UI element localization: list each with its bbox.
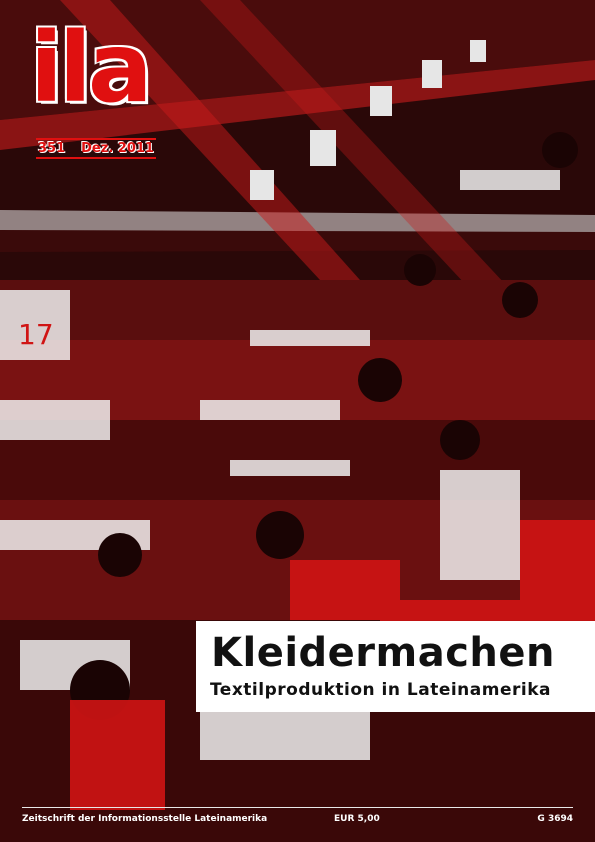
magazine-logo: ila xyxy=(30,12,149,124)
issue-info xyxy=(36,138,156,159)
station-number-label: 17 xyxy=(18,318,54,351)
footer-bar xyxy=(22,814,573,832)
title-panel xyxy=(196,621,595,712)
postal-code: G 3694 xyxy=(537,814,573,824)
cover-subtitle: Textilproduktion in Lateinamerika xyxy=(209,680,551,700)
price-label: EUR 5,00 xyxy=(334,814,380,824)
issue-date: Dez. 2011 xyxy=(81,141,154,156)
issue-number: 351 xyxy=(38,141,66,156)
cover-title: Kleidermachen xyxy=(211,630,555,676)
publisher-name: Zeitschrift der Informationsstelle Lateinamerika xyxy=(22,814,268,824)
footer-divider xyxy=(22,807,573,808)
